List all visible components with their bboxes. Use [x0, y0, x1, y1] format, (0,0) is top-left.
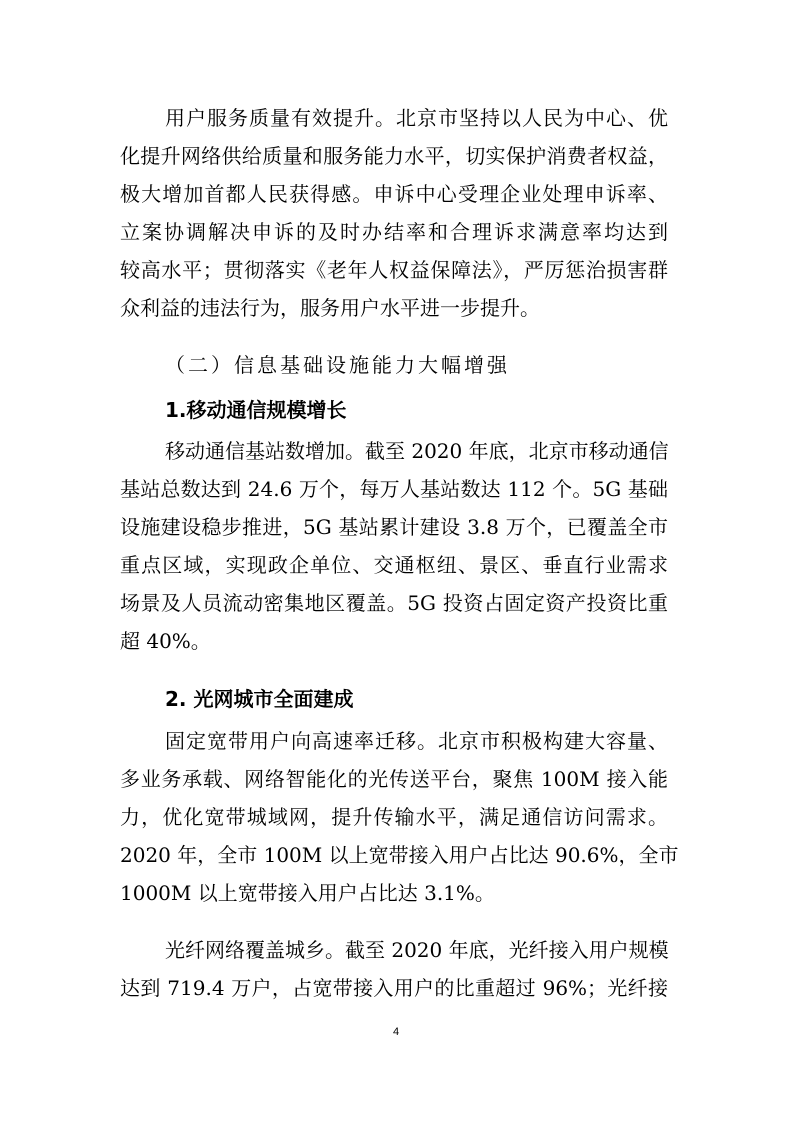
- paragraph-line: 2020 年，全市 100M 以上宽带接入用户占比达 90.6%，全市: [120, 843, 679, 867]
- paragraph-line: 光纤网络覆盖城乡。截至 2020 年底，光纤接入用户规模: [165, 938, 669, 962]
- section-subheading: （二）信息基础设施能力大幅增强: [165, 353, 510, 377]
- section-heading: 1.移动通信规模增长: [165, 398, 347, 422]
- paragraph-line: 1000M 以上宽带接入用户占比达 3.1%。: [120, 881, 495, 905]
- paragraph-line: 固定宽带用户向高速率迁移。北京市积极构建大容量、: [165, 729, 668, 753]
- paragraph-line: 立案协调解决申诉的及时办结率和合理诉求满意率均达到: [120, 220, 668, 244]
- paragraph-line: 移动通信基站数增加。截至 2020 年底，北京市移动通信: [165, 439, 669, 463]
- paragraph-line: 重点区域，实现政企单位、交通枢纽、景区、垂直行业需求: [120, 553, 668, 577]
- paragraph-line: 多业务承载、网络智能化的光传送平台，聚焦 100M 接入能: [120, 767, 668, 791]
- paragraph-line: 达到 719.4 万户，占宽带接入用户的比重超过 96%；光纤接: [120, 976, 668, 1000]
- paragraph-line: 场景及人员流动密集地区覆盖。5G 投资占固定资产投资比重: [120, 591, 668, 615]
- paragraph-line: 设施建设稳步推进，5G 基站累计建设 3.8 万个，已覆盖全市: [120, 515, 668, 539]
- paragraph-line: 极大增加首都人民获得感。申诉中心受理企业处理申诉率、: [120, 182, 668, 206]
- paragraph-line: 基站总数达到 24.6 万个，每万人基站数达 112 个。5G 基础: [120, 477, 668, 501]
- section-heading: 2. 光网城市全面建成: [165, 687, 354, 711]
- paragraph-line: 较高水平；贯彻落实《老年人权益保障法》，严厉惩治损害群: [120, 258, 668, 282]
- paragraph-line: 众利益的违法行为，服务用户水平进一步提升。: [120, 296, 540, 320]
- paragraph-line: 用户服务质量有效提升。北京市坚持以人民为中心、优: [165, 106, 668, 130]
- paragraph-line: 化提升网络供给质量和服务能力水平，切实保护消费者权益，: [120, 144, 668, 168]
- paragraph-line: 超 40%。: [120, 629, 211, 653]
- paragraph-line: 力，优化宽带城域网，提升传输水平，满足通信访问需求。: [120, 805, 668, 829]
- page-number: 4: [392, 1026, 400, 1038]
